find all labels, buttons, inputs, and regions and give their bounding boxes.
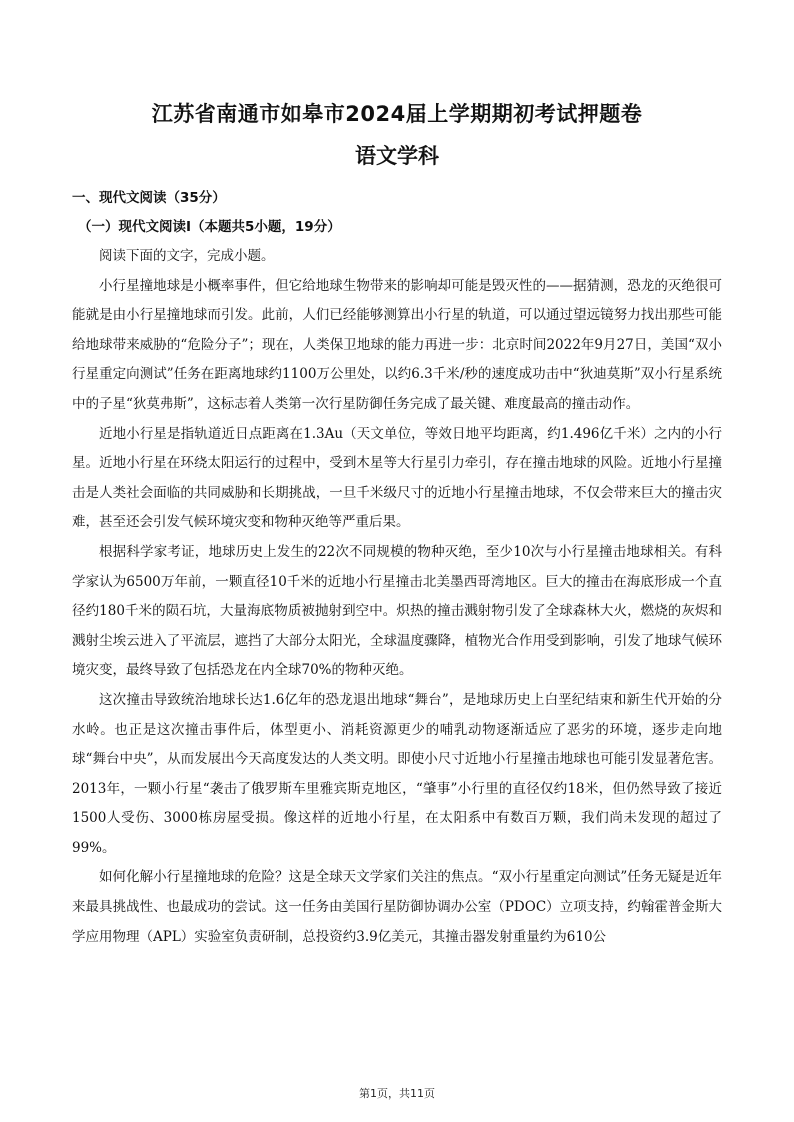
paragraph-1: 小行星撞地球是小概率事件，但它给地球生物带来的影响却可能是毁灭性的——据猜测，恐龙的灭绝很可能就是由小行星撞地球而引发。此前，人们已经能够测算出小行星的轨道，可以通过望远镜努力找出那些可能给地球带来威胁的“危险分子”；现在，人类保卫地球的能力再进一步：北京时间2022年9月27日，美国“双小行星重定向测试”任务在距离地球约1100万公里处，以约6.3千米/秒的速度成功击中“狄迪莫斯”双小行星系统中的子星“狄莫弗斯”，这标志着人类第一次行星防御任务完成了最关键、难度最高的撞击动作。 — [72, 277, 722, 412]
document-subtitle: 语文学科 — [355, 144, 439, 168]
sub-section-heading: （一）现代文阅读Ⅰ（本题共5小题，19分） — [78, 219, 341, 235]
page-footer: 第1页，共11页 — [359, 1087, 435, 1100]
paragraph-4: 这次撞击导致统治地球长达1.6亿年的恐龙退出地球“舞台”，是地球历史上白垩纪结束和新生代开始的分水岭。也正是这次撞击事件后，体型更小、消耗资源更少的哺乳动物逐渐适应了恶劣的环境，逐步走向地球“舞台中央”，从而发展出今天高度发达的人类文明。即使小尺寸近地小行星撞击地球也可能引发显著危害。2013年，一颗小行星“袭击了俄罗斯车里雅宾斯克地区，“肇事”小行里的直径仅约18米，但仍然导致了接近1500人受伤、3000栋房屋受损。像这样的近地小行星，在太阳系中有数百万颗，我们尚未发现的超过了99%。 — [72, 691, 722, 856]
paragraph-5: 如何化解小行星撞地球的危险？这是全球天文学家们关注的焦点。“双小行星重定向测试”任务无疑是近年来最具挑战性、也最成功的尝试。这一任务由美国行星防御协调办公室（PDOC）立项支持，约翰霍普金斯大学应用物理（APL）实验室负责研制，总投资约3.9亿美元，其撞击器发射重量约为610公 — [72, 869, 722, 945]
paragraph-3: 根据科学家考证，地球历史上发生的22次不同规模的物种灭绝，至少10次与小行星撞击地球相关。有科学家认为6500万年前，一颗直径10千米的近地小行星撞击北美墨西哥湾地区。巨大的撞击在海底形成一个直径约180千米的陨石坑，大量海底物质被抛射到空中。炽热的撞击溅射物引发了全球森林大火，燃烧的灰烬和溅射尘埃云进入了平流层，遮挡了大部分太阳光，全球温度骤降，植物光合作用受到影响，引发了地球气候环境灾变，最终导致了包括恐龙在内全球70%的物种灭绝。 — [72, 543, 722, 679]
section-heading: 一、现代文阅读（35分） — [72, 190, 226, 206]
document-title: 江苏省南通市如皋市2024届上学期期初考试押题卷 — [151, 102, 643, 126]
instruction-text: 阅读下面的文字，完成小题。 — [99, 248, 275, 264]
paragraph-2: 近地小行星是指轨道近日点距离在1.3Au（天文单位，等效日地平均距离，约1.496亿千米）之内的小行星。近地小行星在环绕太阳运行的过程中，受到木星等大行星引力牵引，存在撞击地球的风险。近地小行星撞击是人类社会面临的共同威胁和长期挑战，一旦千米级尺寸的近地小行星撞击地球，不仅会带来巨大的撞击灾难，甚至还会引发气候环境灾变和物种灭绝等严重后果。 — [72, 425, 722, 531]
